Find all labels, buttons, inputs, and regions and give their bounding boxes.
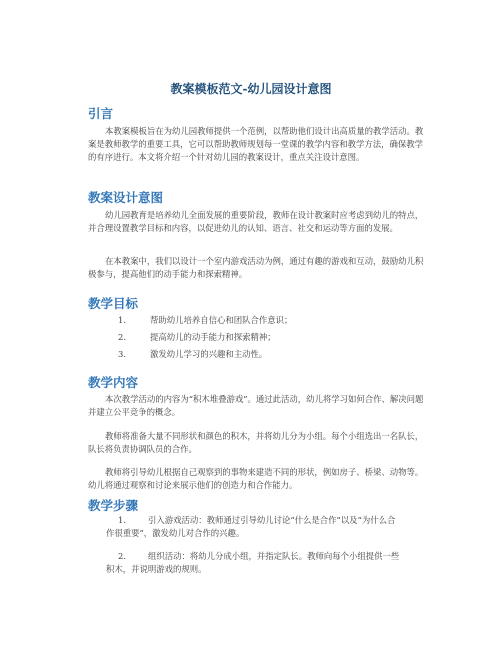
list-text: 提高幼儿的动手能力和探索精神； [150,332,276,342]
list-text: 帮助幼儿培养自信心和团队合作意识； [150,315,293,325]
list-item [88,331,426,344]
list-item [88,550,428,576]
content-paragraph-3: 教师将引导幼儿根据自己观察到的事物来建造不同的形状，例如房子、桥梁、动物等。幼儿将通过观察和讨论来展示他们的创造力和合作能力。 [88,467,424,490]
heading-content: 教学内容 [88,375,139,390]
intro-paragraph: 本教案模板旨在为幼儿园教师提供一个范例，以帮助他们设计出高质量的教学活动。教案是教师教学的重要工具，它可以帮助教师规划每一堂课的教学内容和教学方法，确保教学的有序进行。本文将介绍一个针对幼儿园的教案设计，重点关注设计意图。 [88,126,424,162]
list-text-line-1: 引入游戏活动：教师通过引导幼儿讨论“什么是合作”以及“为什么合 [148,515,396,525]
content-paragraph-2: 教师将准备大量不同形状和颜色的积木，并将幼儿分为小组。每个小组选出一名队长，队长将负责协调队员的合作。 [88,431,424,454]
heading-intro: 引言 [88,106,114,121]
list-item [88,348,426,361]
list-number: 3. [118,349,126,359]
list-text-line-2: 作很重要”，激发幼儿对合作的兴趣。 [106,528,245,538]
list-text-line-2: 积木，并说明游戏的规则。 [106,564,207,574]
design-paragraph-2: 在本教案中，我们以设计一个室内游戏活动为例，通过有趣的游戏和互动，鼓励幼儿积极参与，提高他们的动手能力和探索精神。 [88,256,424,279]
list-number: 1. [118,315,126,325]
list-item [88,514,428,540]
heading-steps: 教学步骤 [88,498,139,513]
heading-design-intent: 教案设计意图 [88,190,164,205]
content-paragraph-1: 本次教学活动的内容为“积木堆叠游戏”。通过此活动，幼儿将学习如何合作、解决问题并建立公平竞争的概念。 [88,394,424,417]
list-number: 1. [118,515,126,525]
document-title: 教案模板范文-幼儿园设计意图 [170,82,332,96]
list-number: 2. [118,332,126,342]
heading-goals: 教学目标 [88,296,139,311]
list-text: 激发幼儿学习的兴趣和主动性。 [150,349,268,359]
list-number: 2. [118,551,126,561]
design-paragraph-1: 幼儿园教育是培养幼儿全面发展的重要阶段，教师在设计教案时应考虑到幼儿的特点，并合理设置教学目标和内容，以促进幼儿的认知、语言、社交和运动等方面的发展。 [88,210,424,233]
list-text-line-1: 组织活动：将幼儿分成小组，并指定队长。教师向每个小组提供一些 [148,551,400,561]
list-item [88,314,426,327]
